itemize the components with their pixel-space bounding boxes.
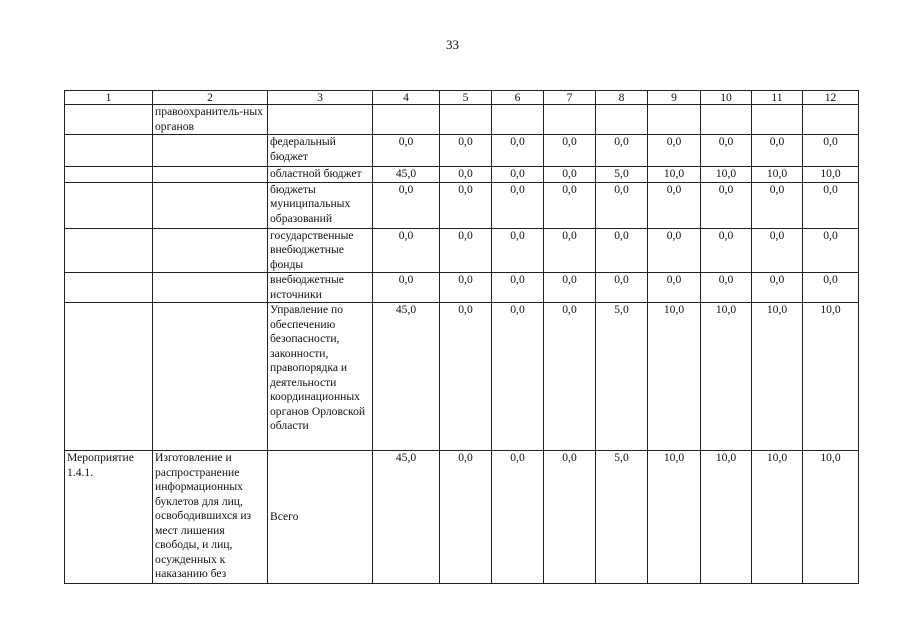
cell-value: 0,0 [492,182,544,228]
cell-value [648,105,701,135]
cell-value: 10,0 [648,303,701,451]
page-number: 33 [446,37,459,52]
cell-col2 [153,167,268,183]
cell-value: 10,0 [752,451,803,584]
cell-value: 0,0 [648,228,701,273]
cell-value: 0,0 [373,182,440,228]
cell-value: 10,0 [752,303,803,451]
cell-col3: федеральный бюджет [268,135,373,167]
cell-value: 0,0 [544,135,596,167]
cell-value: 0,0 [648,273,701,303]
cell-value: 0,0 [596,273,648,303]
cell-col1 [65,182,153,228]
table-row [65,451,859,584]
cell-value: 10,0 [803,167,859,183]
header-cell: 5 [440,91,492,105]
header-cell: 12 [803,91,859,105]
cell-value: 0,0 [596,182,648,228]
cell-value: 45,0 [373,451,440,584]
header-cell: 6 [492,91,544,105]
cell-col1 [65,273,153,303]
header-cell: 1 [65,91,153,105]
header-cell: 4 [373,91,440,105]
cell-value: 0,0 [440,167,492,183]
cell-value: 0,0 [803,135,859,167]
budget-table [64,90,859,584]
cell-col2 [153,182,268,228]
cell-col2: правоохранитель-ных органов [153,105,268,135]
header-cell: 3 [268,91,373,105]
cell-value [440,105,492,135]
table-row [65,303,859,451]
header-cell: 11 [752,91,803,105]
cell-value: 10,0 [648,167,701,183]
cell-value: 0,0 [492,273,544,303]
cell-col3: государственные внебюджетные фонды [268,228,373,273]
cell-value: 0,0 [752,135,803,167]
cell-col2 [153,303,268,451]
cell-value: 0,0 [803,228,859,273]
cell-value: 0,0 [701,228,752,273]
cell-value: 0,0 [492,167,544,183]
cell-value: 5,0 [596,451,648,584]
cell-col3: Управление по обеспечению безопасности, законности, правопорядка и деятельности координационных органов Орловской области [268,303,373,451]
cell-value: 0,0 [544,228,596,273]
cell-value [492,105,544,135]
cell-col1 [65,135,153,167]
cell-value: 0,0 [373,273,440,303]
cell-value: 0,0 [752,273,803,303]
cell-value: 0,0 [492,228,544,273]
cell-value: 0,0 [596,228,648,273]
cell-value: 0,0 [492,451,544,584]
cell-value: 0,0 [701,273,752,303]
header-cell: 8 [596,91,648,105]
cell-value: 0,0 [544,273,596,303]
cell-value [701,105,752,135]
cell-value: 0,0 [440,135,492,167]
cell-value: 0,0 [440,303,492,451]
cell-value: 10,0 [701,167,752,183]
cell-value: 5,0 [596,167,648,183]
cell-value: 45,0 [373,303,440,451]
table-row [65,228,859,273]
cell-value: 10,0 [803,451,859,584]
cell-value: 10,0 [752,167,803,183]
header-row [65,91,859,105]
cell-value: 0,0 [752,182,803,228]
cell-value: 0,0 [648,135,701,167]
cell-value: 0,0 [373,228,440,273]
header-cell: 7 [544,91,596,105]
table-row [65,167,859,183]
table-row [65,273,859,303]
cell-value: 10,0 [701,303,752,451]
cell-value: 0,0 [701,135,752,167]
cell-col1 [65,167,153,183]
cell-value: 0,0 [373,135,440,167]
cell-value: 0,0 [440,182,492,228]
cell-col3: внебюджетные источники [268,273,373,303]
cell-value [373,105,440,135]
table-row [65,182,859,228]
cell-value: 10,0 [803,303,859,451]
cell-col1 [65,303,153,451]
cell-col2 [153,135,268,167]
cell-value: 5,0 [596,303,648,451]
cell-col2: Изготовление и распространение информационных буклетов для лиц, освободившихся из мест лишения свободы, и лиц, осужденных к наказанию без [153,451,268,584]
cell-value: 10,0 [648,451,701,584]
header-cell: 9 [648,91,701,105]
cell-value: 45,0 [373,167,440,183]
cell-value: 0,0 [596,135,648,167]
cell-value: 0,0 [544,451,596,584]
cell-value: 10,0 [701,451,752,584]
cell-value: 0,0 [544,182,596,228]
cell-value: 0,0 [492,303,544,451]
cell-col3: областной бюджет [268,167,373,183]
cell-col3: Всего [268,451,373,584]
cell-col3: бюджеты муниципальных образований [268,182,373,228]
cell-value: 0,0 [440,228,492,273]
header-cell: 2 [153,91,268,105]
cell-value: 0,0 [544,303,596,451]
cell-col1: Мероприятие 1.4.1. [65,451,153,584]
cell-col2 [153,273,268,303]
cell-col3 [268,105,373,135]
header-cell: 10 [701,91,752,105]
cell-value: 0,0 [803,182,859,228]
table-row [65,135,859,167]
cell-value: 0,0 [544,167,596,183]
cell-value: 0,0 [701,182,752,228]
cell-col1 [65,228,153,273]
cell-value: 0,0 [492,135,544,167]
cell-value: 0,0 [648,182,701,228]
cell-value [752,105,803,135]
cell-value [803,105,859,135]
table-row [65,105,859,135]
cell-value: 0,0 [440,273,492,303]
cell-value [596,105,648,135]
cell-value: 0,0 [803,273,859,303]
cell-value: 0,0 [752,228,803,273]
cell-col2 [153,228,268,273]
cell-col1 [65,105,153,135]
cell-value [544,105,596,135]
cell-value: 0,0 [440,451,492,584]
